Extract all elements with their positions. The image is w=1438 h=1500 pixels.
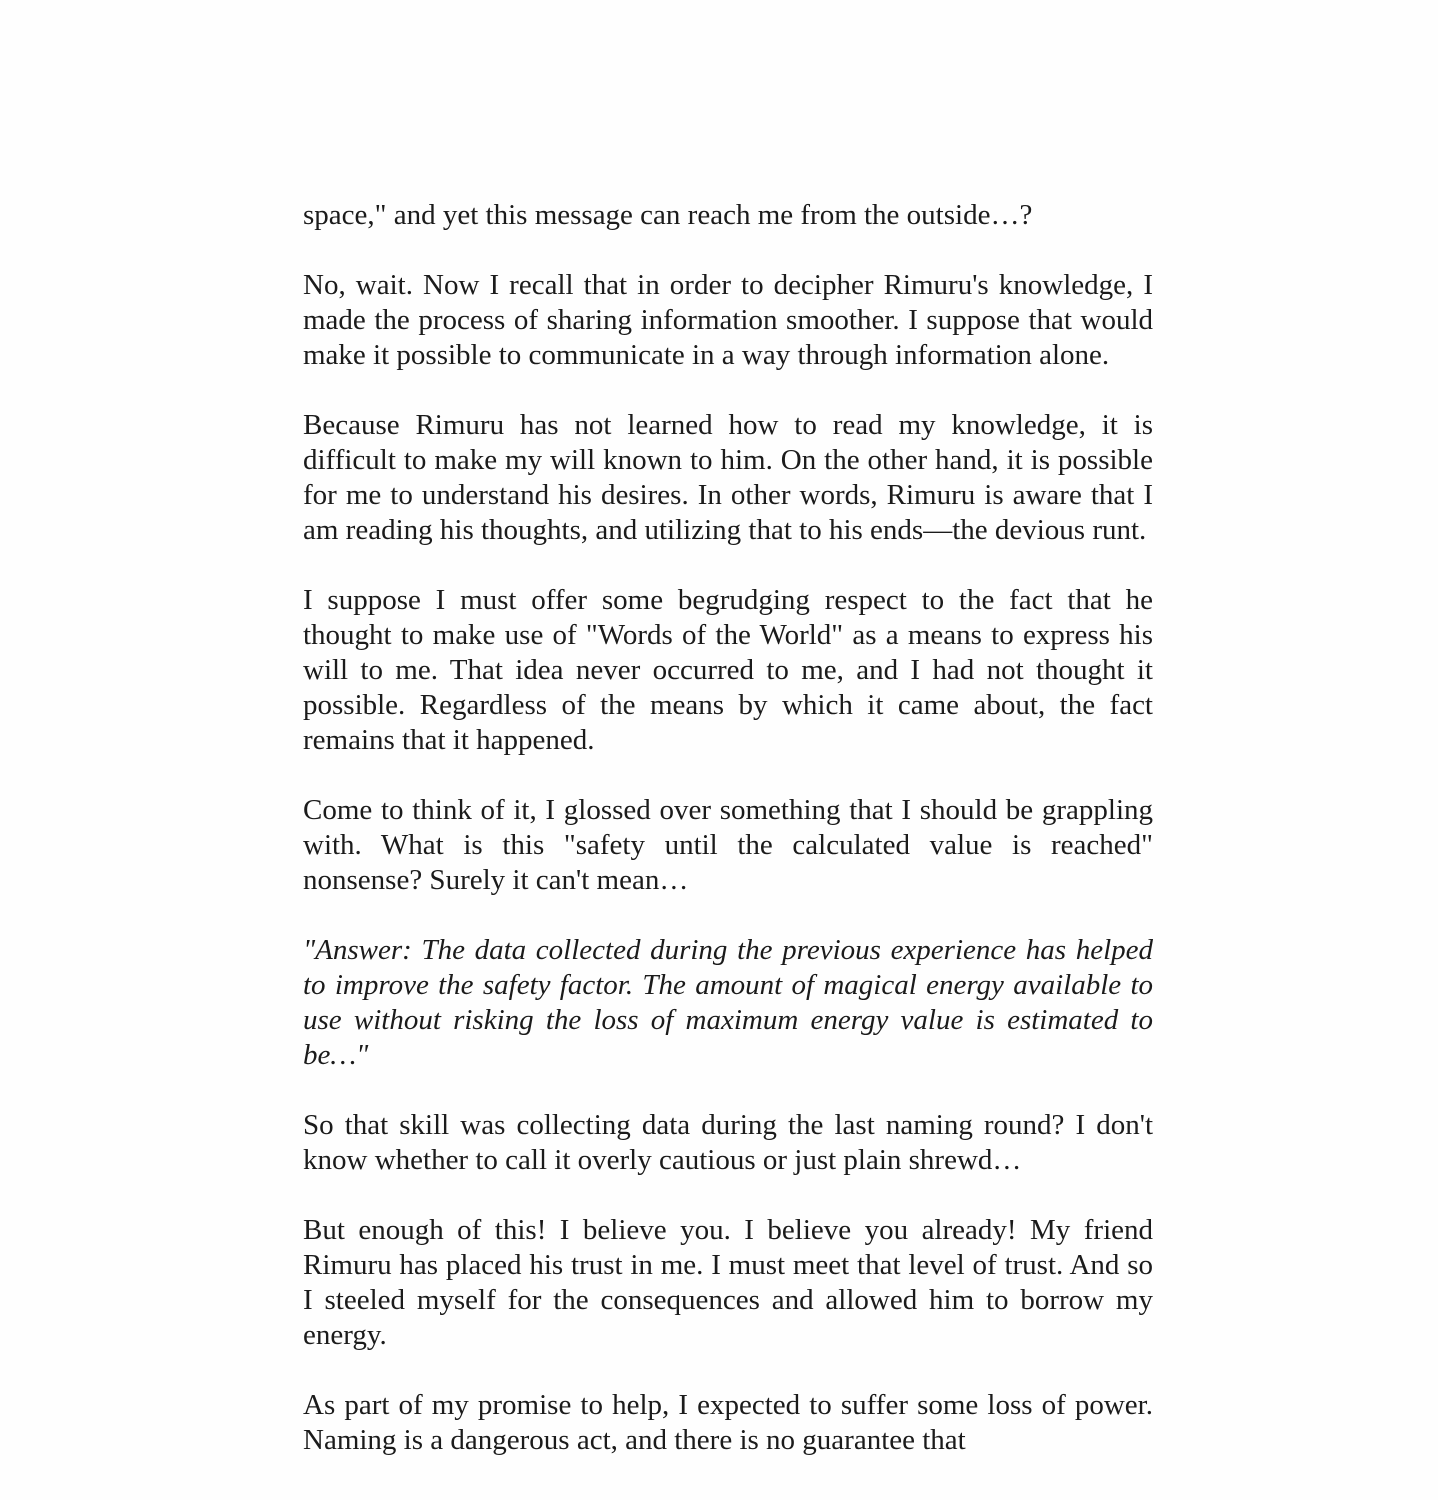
paragraph: But enough of this! I believe you. I believe you already! My friend Rimuru has placed his trust in me. I must meet that level of trust. And so I steeled myself for the consequences and allowed him to borrow my energy. [303, 1214, 1153, 1351]
paragraph-telepathic-answer: "Answer: The data collected during the previous experience has helped to improve the safety factor. The amount of magical energy available to use without risking the loss of maximum energy value is estimated to be…" [303, 934, 1153, 1071]
paragraph: So that skill was collecting data during the last naming round? I don't know whether to call it overly cautious or just plain shrewd… [303, 1109, 1153, 1176]
paragraph: space," and yet this message can reach me from the outside…? [303, 199, 1033, 231]
paragraph: Come to think of it, I glossed over something that I should be grappling with. What is this "safety until the calculated value is reached" nonsense? Surely it can't mean… [303, 794, 1153, 896]
paragraph: I suppose I must offer some begrudging respect to the fact that he thought to make use of "Words of the World" as a means to express his will to me. That idea never occurred to me, and I had not thought it possible. Regardless of the means by which it came about, the fact remains that it happened. [303, 584, 1153, 756]
paragraph: As part of my promise to help, I expected to suffer some loss of power. Naming is a dangerous act, and there is no guarantee that [303, 1389, 1153, 1456]
paragraph: Because Rimuru has not learned how to read my knowledge, it is difficult to make my will known to him. On the other hand, it is possible for me to understand his desires. In other words, Rimuru is aware that I am reading his thoughts, and utilizing that to his ends—the devious runt. [303, 409, 1153, 546]
paragraph: No, wait. Now I recall that in order to decipher Rimuru's knowledge, I made the process of sharing information smoother. I suppose that would make it possible to communicate in a way through information alone. [303, 269, 1153, 371]
text-column [303, 198, 1153, 1458]
